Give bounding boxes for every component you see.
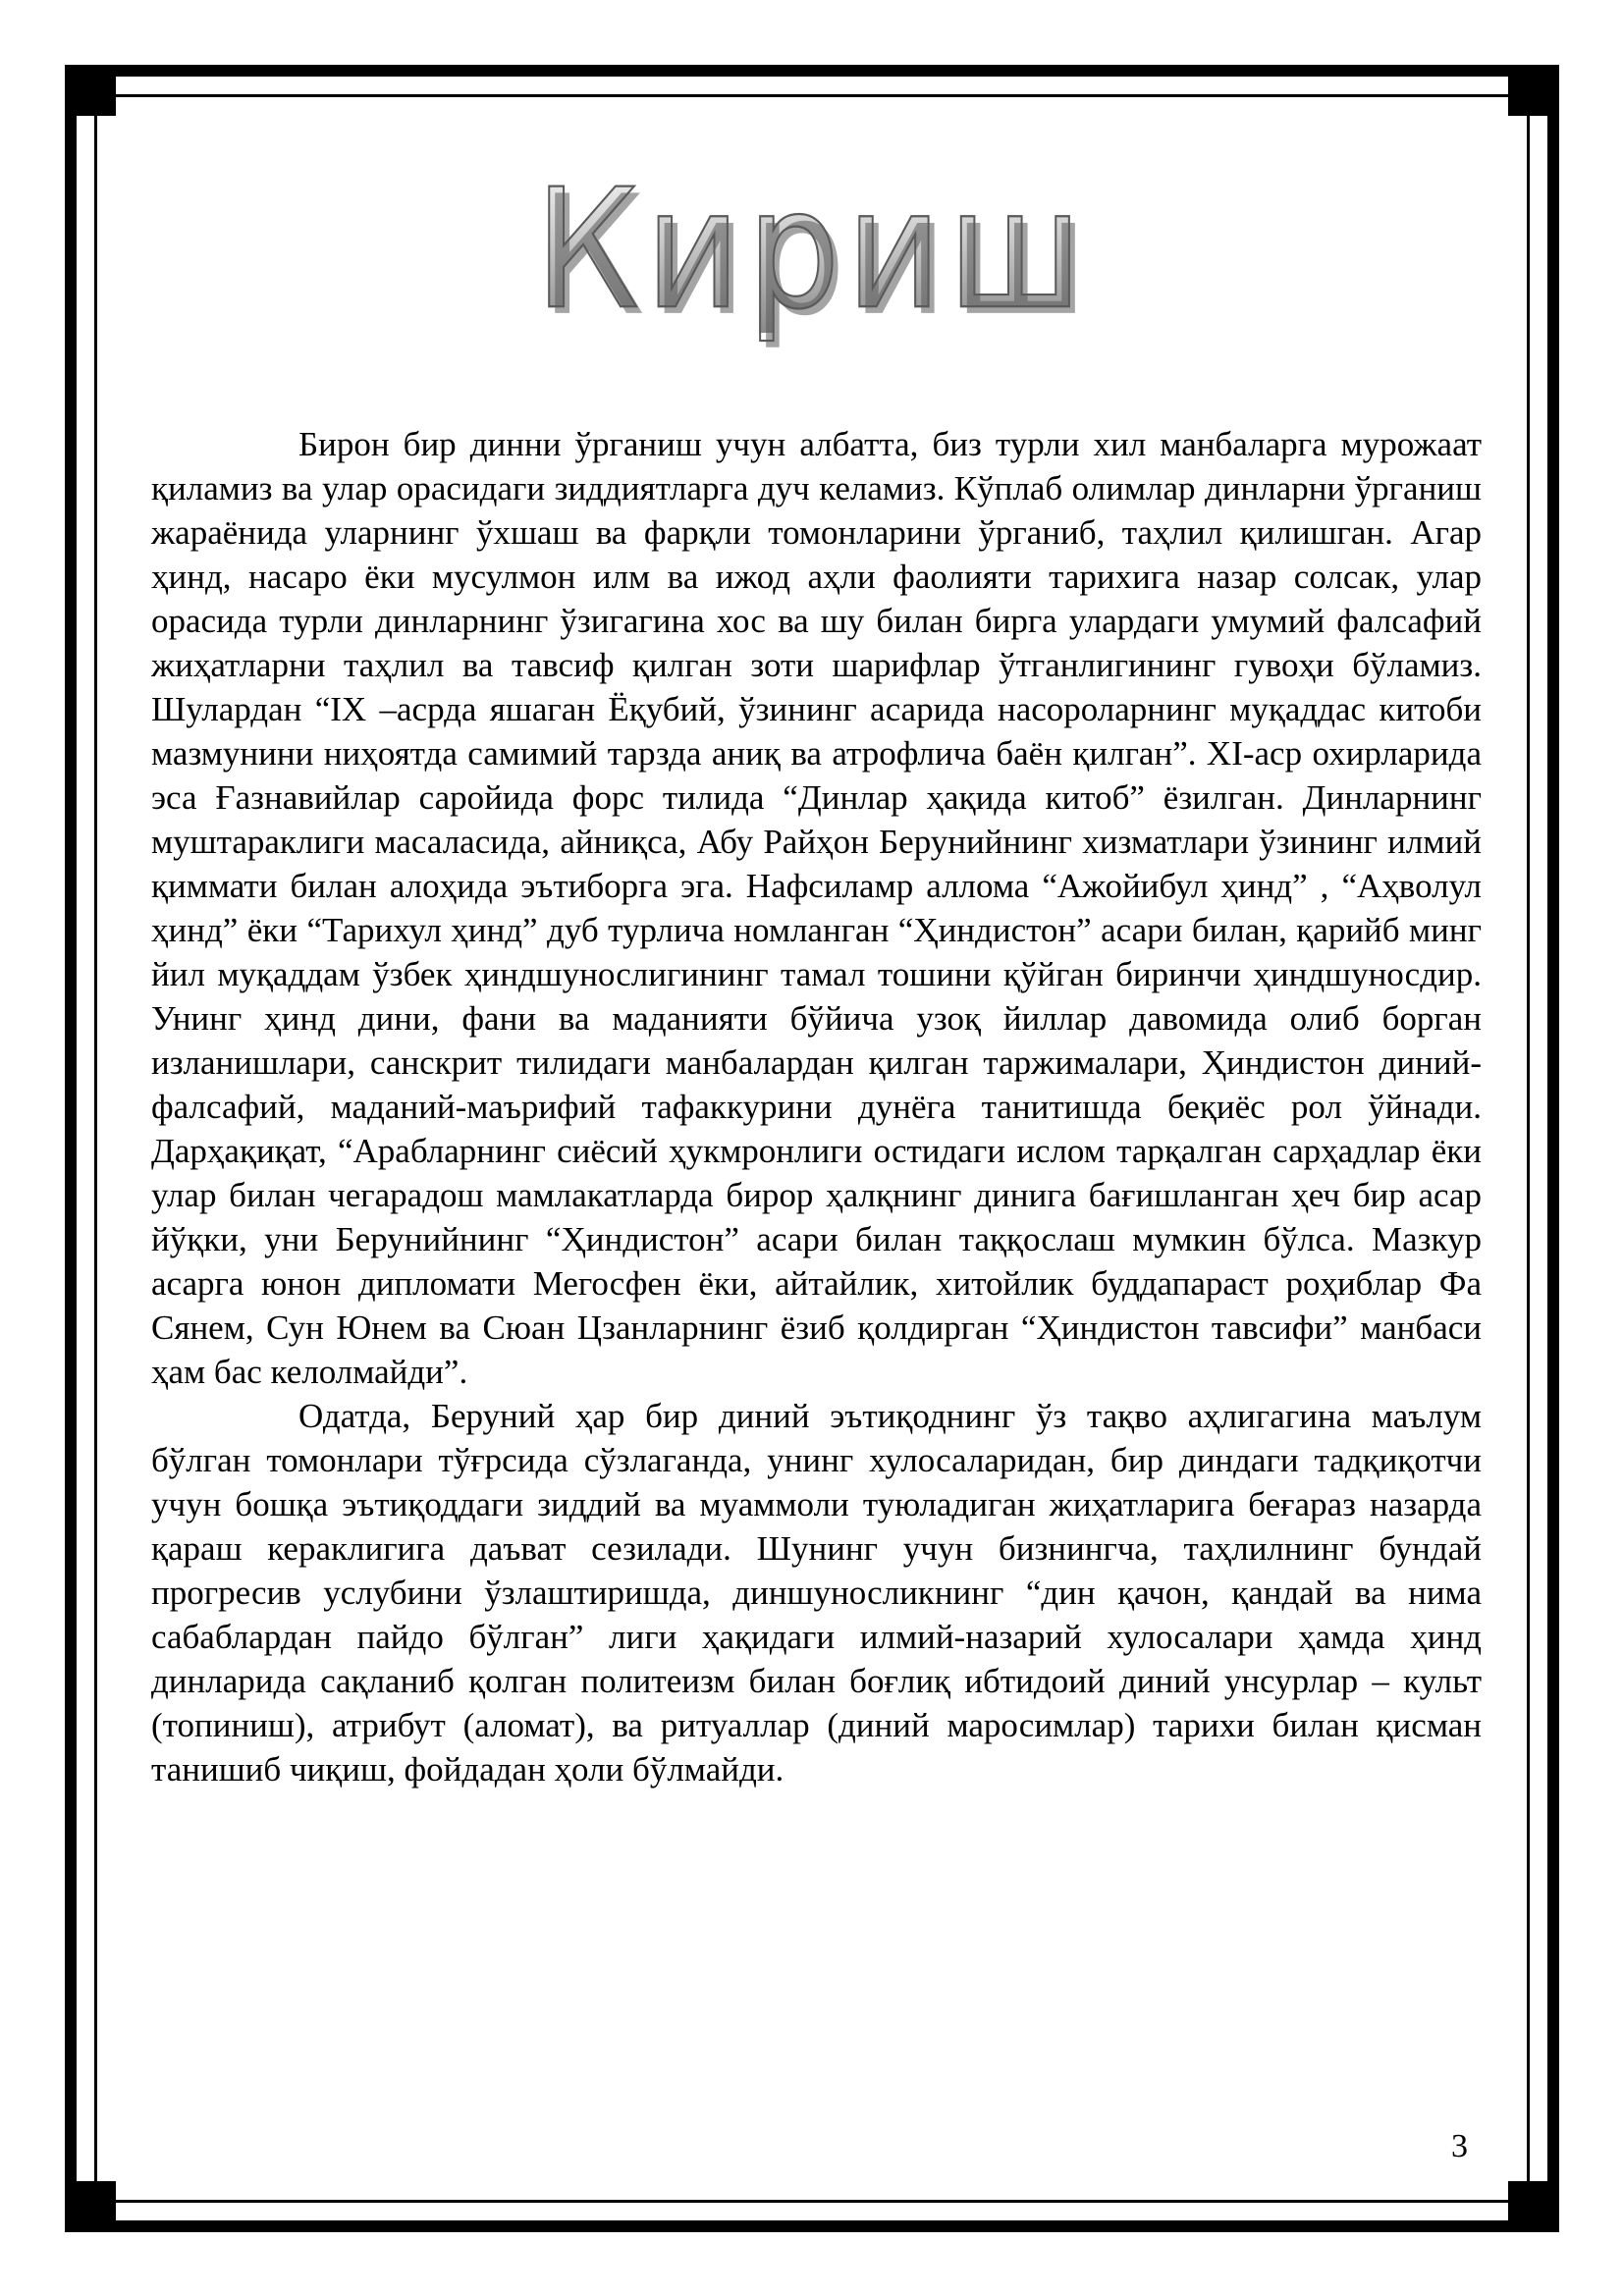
page-number: 3 [1451,2128,1468,2164]
frame-bottom-bar [116,2220,1508,2232]
frame-left-bar [65,116,77,2181]
page-title: Кириш [0,168,1623,333]
paragraph-1: Бирон бир динни ўрганиш учун албатта, биз турли хил манбаларга мурожаат қиламиз ва улар орасидаги зиддиятларга дуч келамиз. Кўплаб олимлар динларни ўрганиш жараёнида уларнинг ўхшаш ва фарқли томонларини ўрганиб, таҳлил қилишган. Агар ҳинд, насаро ёки мусулмон илм ва ижод аҳли фаолияти тарихига назар солсак, улар орасида турли динларнинг ўзигагина хос ва шу билан бирга улардаги умумий фалсафий жиҳатларни таҳлил ва тавсиф қилган зоти шарифлар ўтганлигининг гувоҳи бўламиз. Шулардан “IX –асрда яшаган Ёқубий, ўзининг асарида насороларнинг муқаддас китоби мазмунини ниҳоятда самимий тарзда аниқ ва атрофлича баён қилган”. XI-аср охирларида эса Ғазнавийлар саройида форс тилида “Динлар ҳақида китоб” ёзилган. Динларнинг муштараклиги масаласида, айниқса, Абу Райҳон Берунийнинг хизматлари ўзининг илмий қиммати билан алоҳида эътиборга эга. Нафсиламр аллома “Ажойибул ҳинд” , “Аҳволул ҳинд” ёки “Тарихул ҳинд” дуб турлича номланган “Ҳиндистон” асари билан, қарийб минг йил муқаддам ўзбек ҳиндшунослигининг тамал тошини қўйган биринчи ҳиндшуносдир. Унинг ҳинд дини, фани ва маданияти бўйича узоқ йиллар давомида олиб борган изланишлари, санскрит тилидаги манбалардан қилган таржималари, Ҳиндистон диний-фалсафий, маданий-маърифий тафаккурини дунёга танитишда беқиёс рол ўйнади. Дарҳақиқат, “Арабларнинг сиёсий ҳукмронлиги остидаги ислом тарқалган сарҳадлар ёки улар билан чегарадош мамлакатларда бирор ҳалқнинг динига бағишланган ҳеч бир асар йўқки, уни Берунийнинг “Ҳиндистон” асари билан таққослаш мумкин бўлса. Мазкур асарга юнон дипломати Мегосфен ёки, айтайлик, хитойлик буддапараст роҳиблар Фа Сянем, Сун Юнем ва Сюан Цзанларнинг ёзиб қолдирган “Ҳиндистон тавсифи” манбаси ҳам бас келолмайди”. [151,425,1482,1391]
document-body [151,422,1482,1791]
frame-top-bar [116,65,1508,77]
frame-right-bar [1547,116,1559,2181]
paragraph-2: Одатда, Беруний ҳар бир диний эътиқоднинг ўз тақво аҳлигагина маълум бўлган томонлари тўғрсида сўзлаганда, унинг хулосаларидан, бир диндаги тадқиқотчи учун бошқа эътиқоддаги зиддий ва муаммоли туюладиган жиҳатларига беғараз назарда қараш кераклигига даъват сезилади. Шунинг учун бизнингча, таҳлилнинг бундай прогресив услубини ўзлаштиришда, диншуносликнинг “дин қачон, қандай ва нима сабаблардан пайдо бўлган” лиги ҳақидаги илмий-назарий хулосалари ҳамда ҳинд динларида сақланиб қолган политеизм билан боғлиқ ибтидоий диний унсурлар – культ (топиниш), атрибут (аломат), ва ритуаллар (диний маросимлар) тарихи билан қисман танишиб чиқиш, фойдадан ҳоли бўлмайди. [151,1397,1482,1789]
